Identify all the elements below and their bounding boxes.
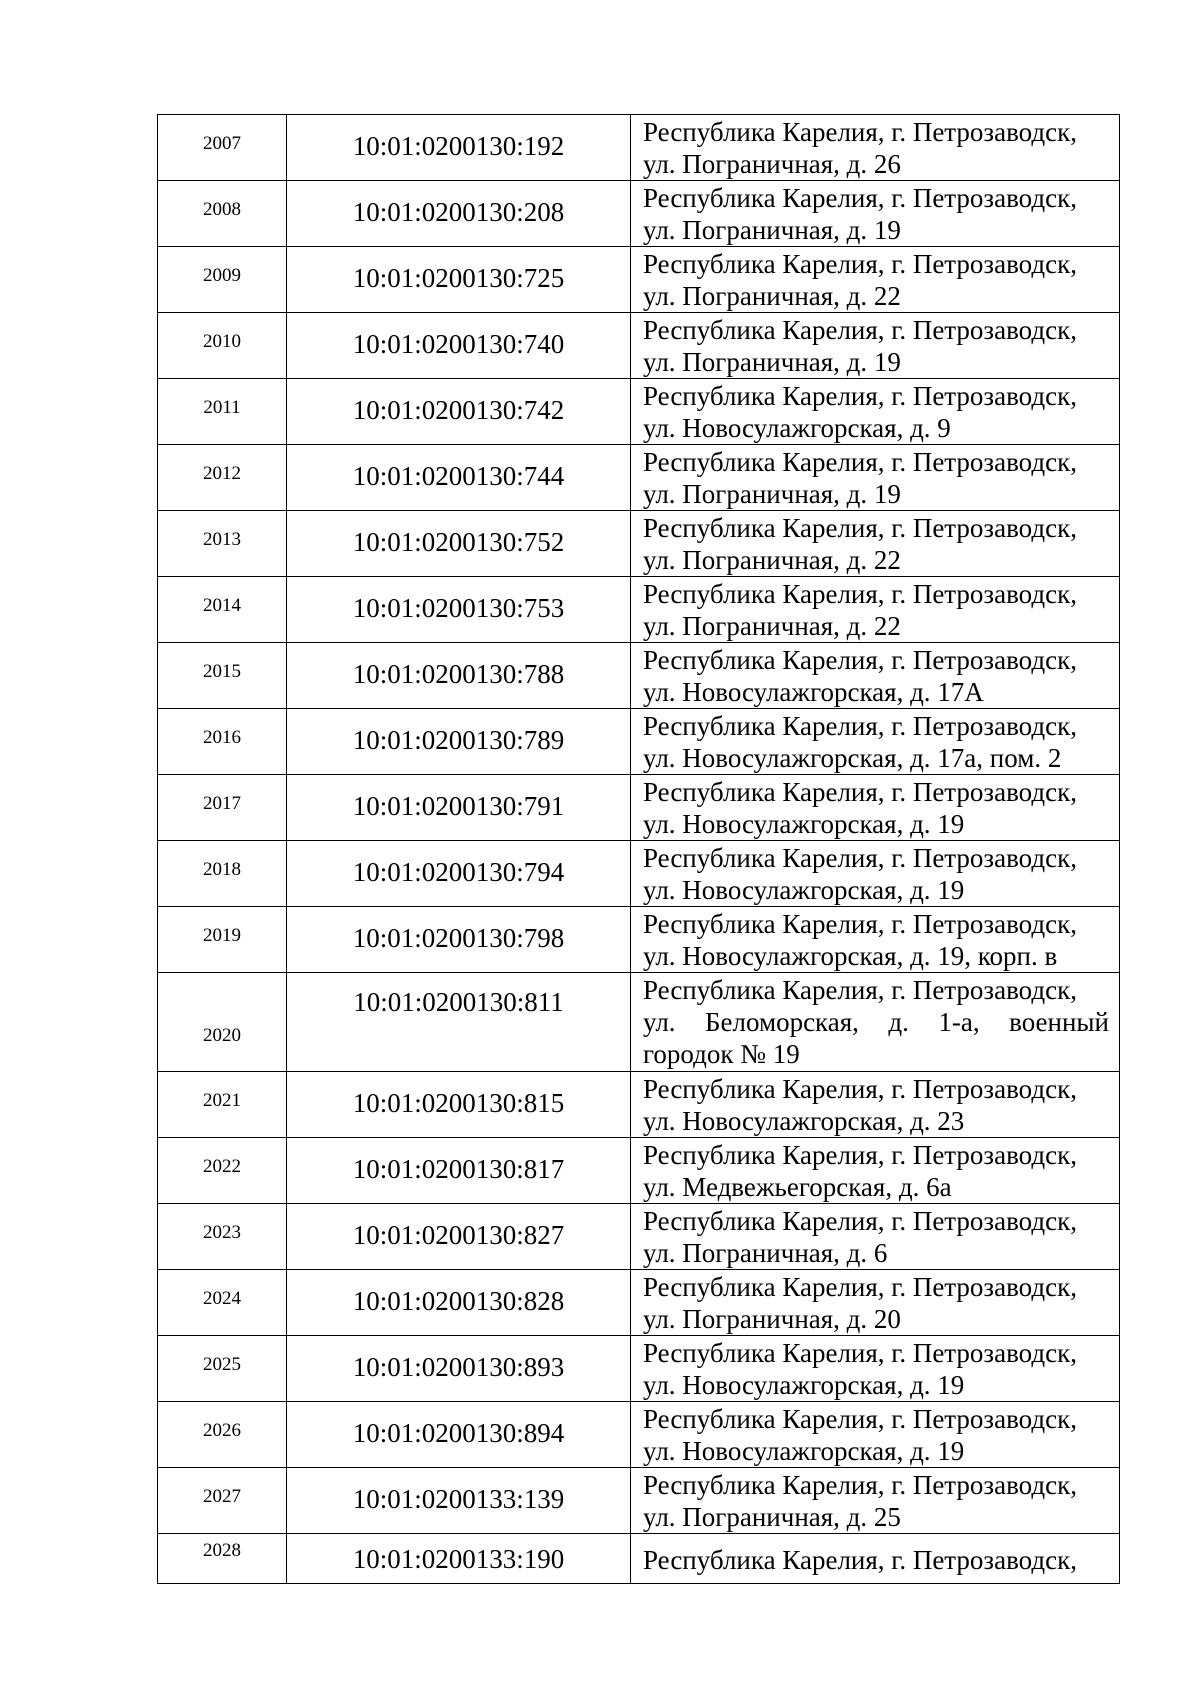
cadastral-number: 10:01:0200130:794 — [287, 841, 631, 907]
row-number: 2019 — [158, 907, 287, 973]
address-line: ул. Пограничная, д. 22 — [643, 611, 901, 641]
address-line: ул. Пограничная, д. 26 — [643, 149, 901, 179]
row-number: 2022 — [158, 1138, 287, 1204]
cadastral-number: 10:01:0200130:789 — [287, 709, 631, 775]
address-line: Республика Карелия, г. Петрозаводск, — [643, 1140, 1077, 1170]
address-line: Республика Карелия, г. Петрозаводск, — [643, 117, 1077, 147]
address-cell — [631, 1270, 1120, 1336]
address-line: ул. Пограничная, д. 19 — [643, 347, 901, 377]
cadastral-number: 10:01:0200130:798 — [287, 907, 631, 973]
address-cell — [631, 181, 1120, 247]
table-row — [158, 1072, 1120, 1138]
registry-table — [157, 114, 1120, 1584]
table-row — [158, 247, 1120, 313]
address-line: Республика Карелия, г. Петрозаводск, — [643, 645, 1077, 675]
address-line: ул. Новосулажгорская, д. 9 — [643, 413, 951, 443]
cadastral-number: 10:01:0200130:817 — [287, 1138, 631, 1204]
address-line: ул. Пограничная, д. 22 — [643, 545, 901, 575]
address-line: Республика Карелия, г. Петрозаводск, — [643, 1470, 1077, 1500]
address-cell — [631, 247, 1120, 313]
cadastral-number: 10:01:0200130:791 — [287, 775, 631, 841]
row-number: 2015 — [158, 643, 287, 709]
cadastral-number: 10:01:0200130:828 — [287, 1270, 631, 1336]
row-number: 2025 — [158, 1336, 287, 1402]
address-cell — [631, 907, 1120, 973]
table-row — [158, 907, 1120, 973]
address-line: ул. Новосулажгорская, д. 17а, пом. 2 — [643, 743, 1062, 773]
address-line: ул. Новосулажгорская, д. 17А — [643, 677, 984, 707]
cadastral-number: 10:01:0200130:827 — [287, 1204, 631, 1270]
address-cell — [631, 841, 1120, 907]
cadastral-number: 10:01:0200133:190 — [287, 1534, 631, 1584]
address-line: Республика Карелия, г. Петрозаводск, — [643, 183, 1077, 213]
address-line: Республика Карелия, г. Петрозаводск, — [643, 909, 1077, 939]
address-line: Республика Карелия, г. Петрозаводск, — [643, 1338, 1077, 1368]
address-line: ул. Новосулажгорская, д. 19 — [643, 875, 965, 905]
address-line: Республика Карелия, г. Петрозаводск, — [643, 843, 1077, 873]
table-row — [158, 181, 1120, 247]
cadastral-number: 10:01:0200130:894 — [287, 1402, 631, 1468]
table-row — [158, 1138, 1120, 1204]
address-line: Республика Карелия, г. Петрозаводск, — [643, 1074, 1077, 1104]
address-cell — [631, 1138, 1120, 1204]
table-row — [158, 1336, 1120, 1402]
table-row — [158, 445, 1120, 511]
row-number: 2007 — [158, 115, 287, 181]
row-number: 2027 — [158, 1468, 287, 1534]
row-number: 2021 — [158, 1072, 287, 1138]
row-number: 2024 — [158, 1270, 287, 1336]
cadastral-number: 10:01:0200130:725 — [287, 247, 631, 313]
table-row — [158, 643, 1120, 709]
address-cell — [631, 1534, 1120, 1584]
address-line: Республика Карелия, г. Петрозаводск, — [643, 1404, 1077, 1434]
row-number: 2016 — [158, 709, 287, 775]
cadastral-number: 10:01:0200130:744 — [287, 445, 631, 511]
table-row — [158, 1402, 1120, 1468]
address-line: Республика Карелия, г. Петрозаводск, — [643, 249, 1077, 279]
address-line: ул. Медвежьегорская, д. 6а — [643, 1172, 952, 1202]
cadastral-number: 10:01:0200130:208 — [287, 181, 631, 247]
address-cell — [631, 1402, 1120, 1468]
cadastral-number: 10:01:0200130:811 — [287, 973, 631, 1072]
cadastral-number: 10:01:0200130:742 — [287, 379, 631, 445]
address-cell — [631, 643, 1120, 709]
table-row — [158, 775, 1120, 841]
row-number: 2010 — [158, 313, 287, 379]
address-cell — [631, 1072, 1120, 1138]
address-line: Республика Карелия, г. Петрозаводск, — [643, 447, 1077, 477]
address-line: ул. Пограничная, д. 6 — [643, 1238, 888, 1268]
row-number: 2011 — [158, 379, 287, 445]
cadastral-number: 10:01:0200130:192 — [287, 115, 631, 181]
table-row — [158, 1204, 1120, 1270]
address-line: Республика Карелия, г. Петрозаводск, — [643, 777, 1077, 807]
table-row — [158, 841, 1120, 907]
cadastral-number: 10:01:0200130:893 — [287, 1336, 631, 1402]
row-number: 2008 — [158, 181, 287, 247]
cadastral-number: 10:01:0200130:740 — [287, 313, 631, 379]
row-number: 2023 — [158, 1204, 287, 1270]
address-line: Республика Карелия, г. Петрозаводск, — [643, 1206, 1077, 1236]
cadastral-number: 10:01:0200130:815 — [287, 1072, 631, 1138]
address-cell — [631, 1468, 1120, 1534]
address-line: ул. Новосулажгорская, д. 19 — [643, 1370, 965, 1400]
row-number: 2009 — [158, 247, 287, 313]
address-line: ул. Пограничная, д. 25 — [643, 1502, 901, 1532]
address-line: Республика Карелия, г. Петрозаводск, — [643, 1545, 1077, 1575]
row-number: 2017 — [158, 775, 287, 841]
address-line: Республика Карелия, г. Петрозаводск, — [643, 711, 1077, 741]
table-row — [158, 313, 1120, 379]
row-number: 2028 — [158, 1534, 287, 1584]
address-line: ул. Новосулажгорская, д. 19, корп. в — [643, 941, 1058, 971]
table-row — [158, 1270, 1120, 1336]
address-cell — [631, 313, 1120, 379]
address-line: Республика Карелия, г. Петрозаводск, — [643, 381, 1077, 411]
table-row — [158, 709, 1120, 775]
table-row — [158, 1534, 1120, 1584]
registry-table-body — [158, 115, 1120, 1584]
cadastral-number: 10:01:0200130:753 — [287, 577, 631, 643]
address-line: Республика Карелия, г. Петрозаводск, — [643, 975, 1077, 1005]
row-number: 2020 — [158, 973, 287, 1072]
row-number: 2012 — [158, 445, 287, 511]
table-row — [158, 973, 1120, 1072]
address-line: ул. Беломорская, д. 1-а, военный — [643, 1007, 1109, 1037]
address-cell — [631, 379, 1120, 445]
address-cell — [631, 1204, 1120, 1270]
address-line: ул. Новосулажгорская, д. 19 — [643, 809, 965, 839]
cadastral-number: 10:01:0200130:788 — [287, 643, 631, 709]
address-cell — [631, 1336, 1120, 1402]
address-cell — [631, 445, 1120, 511]
cadastral-number: 10:01:0200133:139 — [287, 1468, 631, 1534]
address-cell — [631, 709, 1120, 775]
address-cell — [631, 775, 1120, 841]
address-line: ул. Пограничная, д. 19 — [643, 479, 901, 509]
row-number: 2013 — [158, 511, 287, 577]
row-number: 2014 — [158, 577, 287, 643]
address-line: Республика Карелия, г. Петрозаводск, — [643, 1272, 1077, 1302]
address-cell — [631, 577, 1120, 643]
address-cell — [631, 115, 1120, 181]
address-line: ул. Пограничная, д. 19 — [643, 215, 901, 245]
address-line: ул. Новосулажгорская, д. 19 — [643, 1436, 965, 1466]
address-line: Республика Карелия, г. Петрозаводск, — [643, 513, 1077, 543]
table-row — [158, 511, 1120, 577]
address-line: городок № 19 — [643, 1039, 800, 1069]
address-line: ул. Новосулажгорская, д. 23 — [643, 1106, 965, 1136]
table-row — [158, 577, 1120, 643]
row-number: 2026 — [158, 1402, 287, 1468]
table-row — [158, 379, 1120, 445]
address-line: Республика Карелия, г. Петрозаводск, — [643, 579, 1077, 609]
cadastral-number: 10:01:0200130:752 — [287, 511, 631, 577]
address-cell — [631, 511, 1120, 577]
row-number: 2018 — [158, 841, 287, 907]
table-row — [158, 1468, 1120, 1534]
address-line: ул. Пограничная, д. 22 — [643, 281, 901, 311]
table-row — [158, 115, 1120, 181]
address-line: Республика Карелия, г. Петрозаводск, — [643, 315, 1077, 345]
address-line: ул. Пограничная, д. 20 — [643, 1304, 901, 1334]
address-cell — [631, 973, 1120, 1072]
